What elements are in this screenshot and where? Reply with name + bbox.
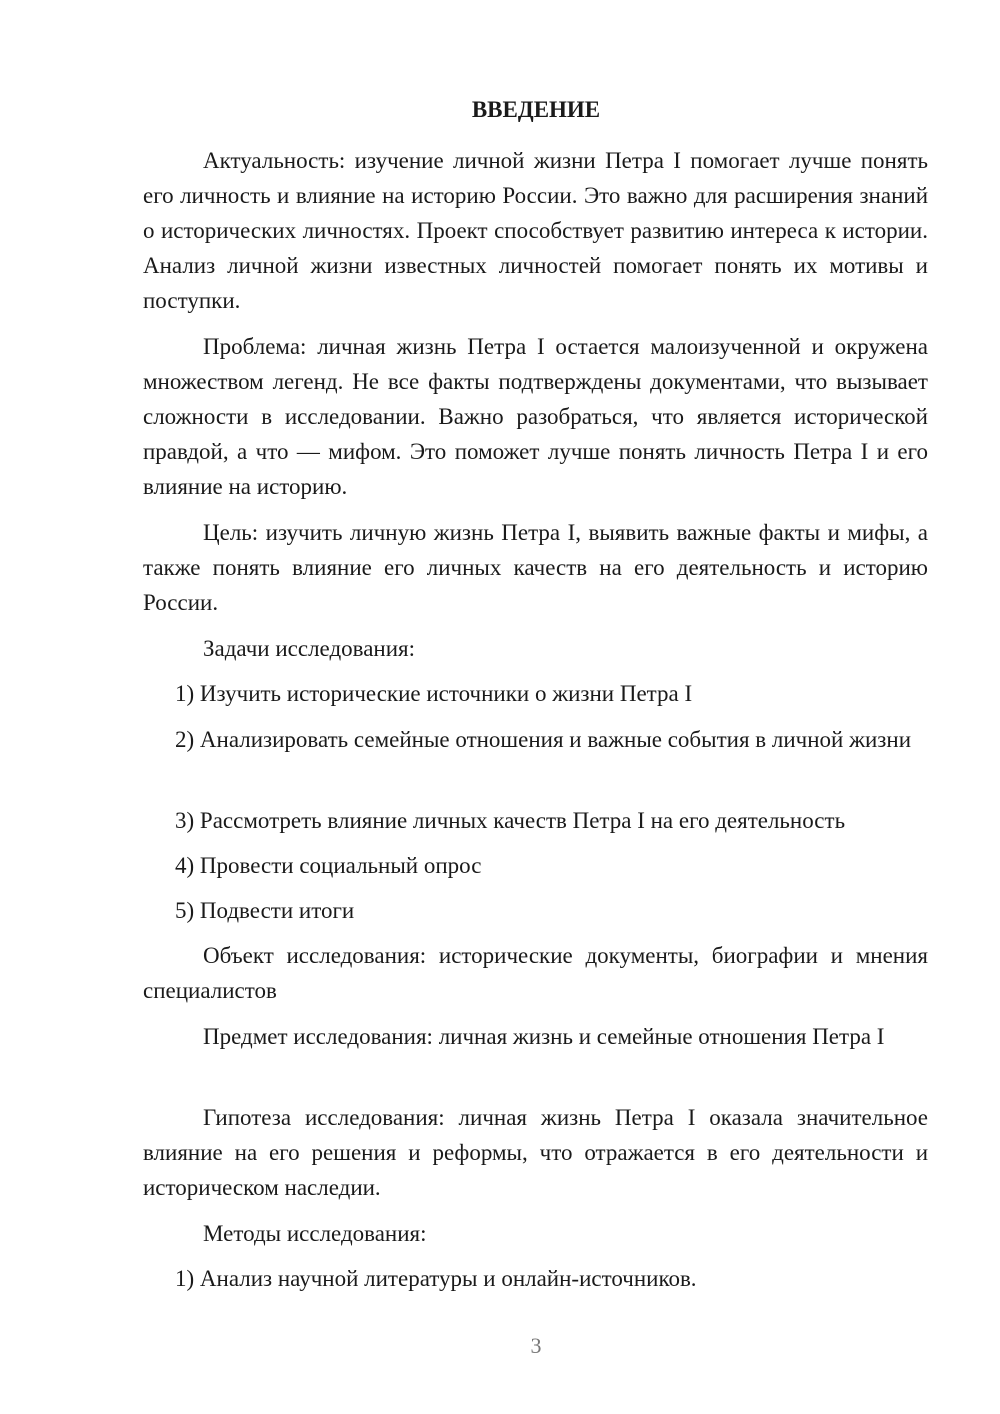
problem-paragraph: Проблема: личная жизнь Петра I остается малоизученной и окружена множеством легенд. Не все факты подтверждены документами, что вызывает сложности в исследовании. Важно разобраться, что является исторической правдой, а что — мифом. Это поможет лучше понять личность Петра I и его влияние на историю. — [143, 334, 928, 499]
task-item: 4) Провести социальный опрос — [175, 853, 482, 878]
task-item: 2) Анализировать семейные отношения и важные события в личной жизни — [175, 727, 912, 752]
task-item: 3) Рассмотреть влияние личных качеств Петра I на его деятельность — [175, 808, 846, 833]
task-item: 5) Подвести итоги — [175, 898, 355, 923]
relevance-paragraph: Актуальность: изучение личной жизни Петра I помогает лучше понять его личность и влияние на историю России. Это важно для расширения знаний о исторических личностях. Проект способствует развитию интереса к истории. Анализ личной жизни известных личностей помогает понять их мотивы и поступки. — [143, 148, 928, 313]
page-title: ВВЕДЕНИЕ — [471, 97, 601, 122]
methods-heading: Методы исследования: — [203, 1221, 427, 1246]
task-item: 1) Изучить исторические источники о жизни Петра I — [175, 681, 693, 706]
object-paragraph: Объект исследования: исторические документы, биографии и мнения специалистов — [143, 943, 928, 1003]
subject-paragraph: Предмет исследования: личная жизнь и семейные отношения Петра I — [203, 1024, 885, 1049]
goal-paragraph: Цель: изучить личную жизнь Петра I, выявить важные факты и мифы, а также понять влияние его личных качеств на его деятельность и историю России. — [143, 520, 928, 615]
tasks-heading: Задачи исследования: — [203, 636, 416, 661]
page-number: 3 — [530, 1333, 542, 1358]
method-item: 1) Анализ научной литературы и онлайн-источников. — [175, 1266, 697, 1291]
hypothesis-paragraph: Гипотеза исследования: личная жизнь Петра I оказала значительное влияние на его решения и реформы, что отражается в его деятельности и историческом наследии. — [143, 1105, 928, 1200]
